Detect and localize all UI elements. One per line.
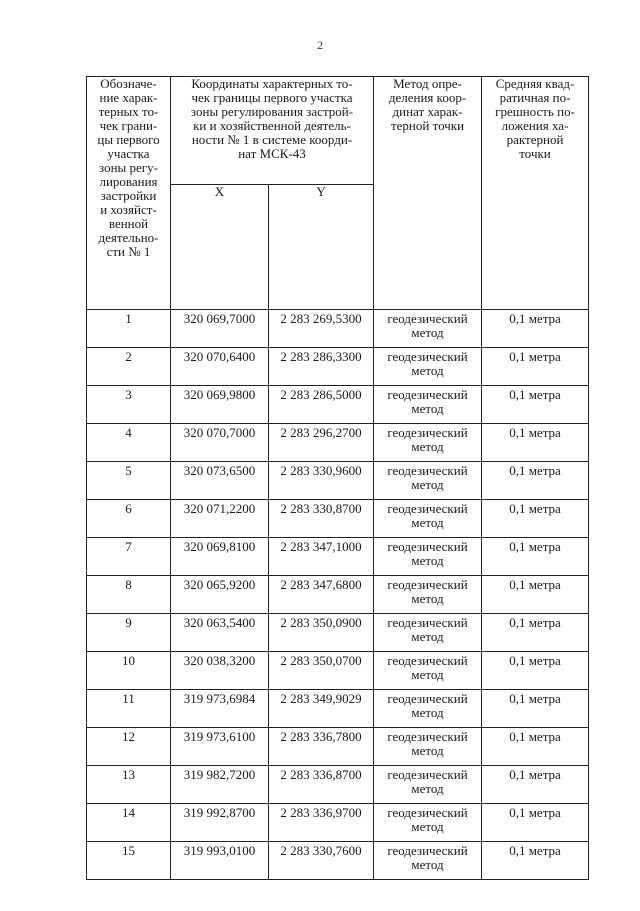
x-coordinate-cell: 319 973,6984 xyxy=(171,690,269,728)
point-number-cell: 3 xyxy=(87,386,171,424)
error-cell: 0,1 метра xyxy=(482,766,589,804)
table-row xyxy=(87,310,589,348)
point-number-cell: 8 xyxy=(87,576,171,614)
point-number-cell: 2 xyxy=(87,348,171,386)
y-coordinate-cell: 2 283 296,2700 xyxy=(269,424,374,462)
method-cell: геодезический метод xyxy=(374,500,482,538)
x-coordinate-cell: 319 992,8700 xyxy=(171,804,269,842)
y-coordinate-cell: 2 283 330,7600 xyxy=(269,842,374,880)
method-cell: геодезический метод xyxy=(374,766,482,804)
method-cell: геодезический метод xyxy=(374,728,482,766)
header-y: Y xyxy=(269,185,374,310)
x-coordinate-cell: 320 070,7000 xyxy=(171,424,269,462)
error-cell: 0,1 метра xyxy=(482,424,589,462)
method-cell: геодезический метод xyxy=(374,538,482,576)
method-cell: геодезический метод xyxy=(374,842,482,880)
point-number-cell: 9 xyxy=(87,614,171,652)
error-cell: 0,1 метра xyxy=(482,842,589,880)
page-number: 2 xyxy=(317,38,323,52)
x-coordinate-cell: 319 982,7200 xyxy=(171,766,269,804)
header-method: Метод опре- деления коор- динат харак- терной точки xyxy=(374,77,482,310)
point-number-cell: 4 xyxy=(87,424,171,462)
y-coordinate-cell: 2 283 336,7800 xyxy=(269,728,374,766)
x-coordinate-cell: 320 063,5400 xyxy=(171,614,269,652)
y-coordinate-cell: 2 283 330,8700 xyxy=(269,500,374,538)
point-number-cell: 11 xyxy=(87,690,171,728)
header-error: Средняя квад- ратичная по- грешность по- ложения ха- рактерной точки xyxy=(482,77,589,310)
x-coordinate-cell: 320 069,8100 xyxy=(171,538,269,576)
method-cell: геодезический метод xyxy=(374,310,482,348)
table-row xyxy=(87,348,589,386)
point-number-cell: 13 xyxy=(87,766,171,804)
table-row xyxy=(87,386,589,424)
y-coordinate-cell: 2 283 286,3300 xyxy=(269,348,374,386)
coordinates-table xyxy=(86,76,589,880)
x-coordinate-cell: 320 065,9200 xyxy=(171,576,269,614)
point-number-cell: 7 xyxy=(87,538,171,576)
y-coordinate-cell: 2 283 347,6800 xyxy=(269,576,374,614)
point-number-cell: 6 xyxy=(87,500,171,538)
x-coordinate-cell: 320 069,7000 xyxy=(171,310,269,348)
table-row xyxy=(87,576,589,614)
table-row xyxy=(87,728,589,766)
method-cell: геодезический метод xyxy=(374,348,482,386)
y-coordinate-cell: 2 283 269,5300 xyxy=(269,310,374,348)
error-cell: 0,1 метра xyxy=(482,348,589,386)
method-cell: геодезический метод xyxy=(374,462,482,500)
y-coordinate-cell: 2 283 350,0900 xyxy=(269,614,374,652)
y-coordinate-cell: 2 283 347,1000 xyxy=(269,538,374,576)
y-coordinate-cell: 2 283 286,5000 xyxy=(269,386,374,424)
table-row xyxy=(87,842,589,880)
error-cell: 0,1 метра xyxy=(482,804,589,842)
error-cell: 0,1 метра xyxy=(482,462,589,500)
y-coordinate-cell: 2 283 330,9600 xyxy=(269,462,374,500)
point-number-cell: 5 xyxy=(87,462,171,500)
error-cell: 0,1 метра xyxy=(482,576,589,614)
point-number-cell: 15 xyxy=(87,842,171,880)
method-cell: геодезический метод xyxy=(374,424,482,462)
table-row xyxy=(87,614,589,652)
table-row xyxy=(87,538,589,576)
table-row xyxy=(87,462,589,500)
error-cell: 0,1 метра xyxy=(482,728,589,766)
x-coordinate-cell: 320 069,9800 xyxy=(171,386,269,424)
error-cell: 0,1 метра xyxy=(482,386,589,424)
table-row xyxy=(87,766,589,804)
table-row xyxy=(87,690,589,728)
point-number-cell: 14 xyxy=(87,804,171,842)
y-coordinate-cell: 2 283 349,9029 xyxy=(269,690,374,728)
method-cell: геодезический метод xyxy=(374,804,482,842)
error-cell: 0,1 метра xyxy=(482,652,589,690)
y-coordinate-cell: 2 283 350,0700 xyxy=(269,652,374,690)
x-coordinate-cell: 320 073,6500 xyxy=(171,462,269,500)
method-cell: геодезический метод xyxy=(374,690,482,728)
error-cell: 0,1 метра xyxy=(482,690,589,728)
method-cell: геодезический метод xyxy=(374,386,482,424)
header-coordinates: Координаты характерных то- чек границы первого участка зоны регулирования застрой- ки и хозяйственной деятель- ности № 1 в системе коорди- нат МСК-43 xyxy=(171,77,374,185)
method-cell: геодезический метод xyxy=(374,614,482,652)
x-coordinate-cell: 319 993,0100 xyxy=(171,842,269,880)
error-cell: 0,1 метра xyxy=(482,538,589,576)
y-coordinate-cell: 2 283 336,8700 xyxy=(269,766,374,804)
x-coordinate-cell: 320 038,3200 xyxy=(171,652,269,690)
table-header-row xyxy=(87,77,589,185)
table-row xyxy=(87,804,589,842)
table-row xyxy=(87,500,589,538)
table-row xyxy=(87,424,589,462)
point-number-cell: 12 xyxy=(87,728,171,766)
header-point-designation: Обозначе- ние харак- терных то- чек грани- цы первого участка зоны регу- лирования застройки и хозяйст- венной деятельно- сти № 1 xyxy=(87,77,171,310)
error-cell: 0,1 метра xyxy=(482,500,589,538)
method-cell: геодезический метод xyxy=(374,576,482,614)
header-x: X xyxy=(171,185,269,310)
x-coordinate-cell: 320 070,6400 xyxy=(171,348,269,386)
point-number-cell: 1 xyxy=(87,310,171,348)
error-cell: 0,1 метра xyxy=(482,614,589,652)
x-coordinate-cell: 320 071,2200 xyxy=(171,500,269,538)
y-coordinate-cell: 2 283 336,9700 xyxy=(269,804,374,842)
x-coordinate-cell: 319 973,6100 xyxy=(171,728,269,766)
point-number-cell: 10 xyxy=(87,652,171,690)
error-cell: 0,1 метра xyxy=(482,310,589,348)
method-cell: геодезический метод xyxy=(374,652,482,690)
table-row xyxy=(87,652,589,690)
